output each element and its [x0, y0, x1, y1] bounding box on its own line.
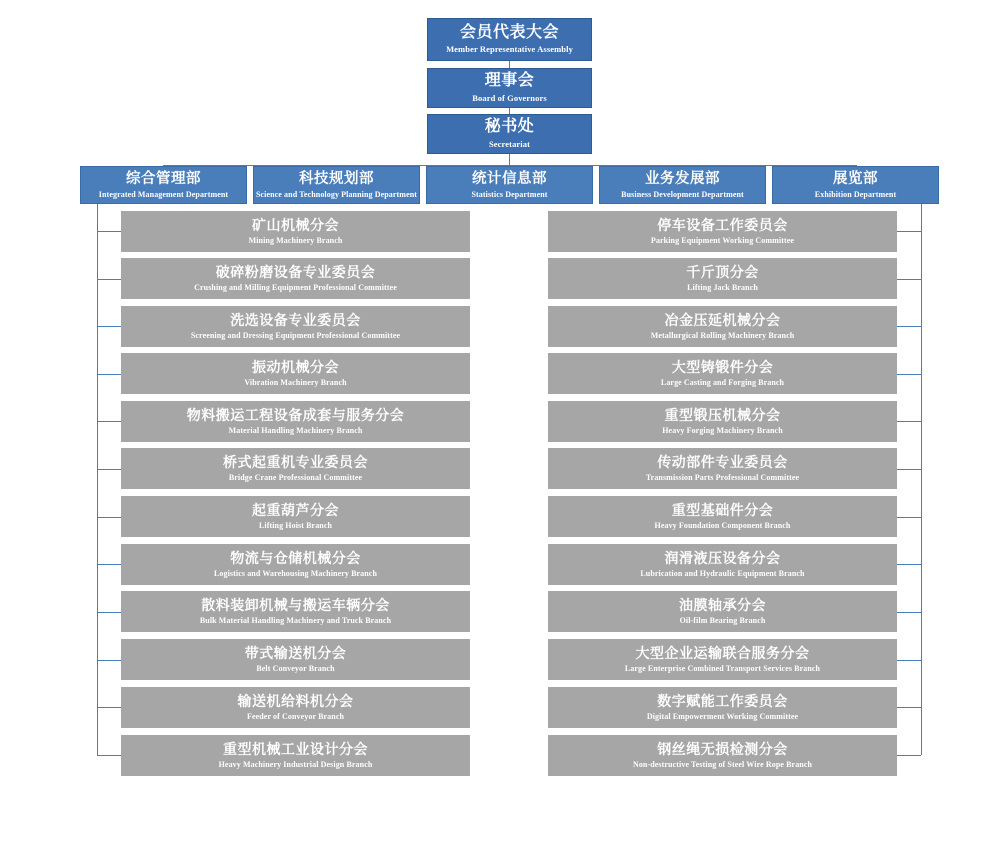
- branch-right-11[interactable]: [548, 735, 897, 776]
- connector-right-spine: [921, 200, 922, 755]
- branch-right-6[interactable]: [548, 496, 897, 537]
- branch-label-en: Parking Equipment Working Committee: [650, 236, 795, 246]
- branch-label-cn: 物流与仓储机械分会: [230, 550, 361, 567]
- department-label-cn: 展览部: [833, 170, 878, 187]
- branch-label-cn: 钢丝绳无损检测分会: [657, 741, 788, 758]
- branch-right-1[interactable]: [548, 258, 897, 299]
- branch-label-cn: 物料搬运工程设备成套与服务分会: [186, 407, 405, 424]
- branch-label-cn: 千斤顶分会: [686, 264, 759, 281]
- connector-left-stub-8: [97, 612, 121, 613]
- branch-right-10[interactable]: [548, 687, 897, 728]
- branch-left-5[interactable]: [121, 448, 470, 489]
- branch-label-en: Metallurgical Rolling Machinery Branch: [650, 331, 795, 341]
- branch-left-10[interactable]: [121, 687, 470, 728]
- node-secretariat[interactable]: [427, 114, 592, 154]
- branch-label-cn: 散料装卸机械与搬运车辆分会: [201, 597, 390, 614]
- department-label-en: Exhibition Department: [814, 190, 897, 200]
- branch-label-en: Lifting Jack Branch: [687, 283, 758, 293]
- department-label-cn: 科技规划部: [299, 170, 374, 187]
- branch-label-en: Heavy Forging Machinery Branch: [662, 426, 783, 436]
- branch-label-en: Heavy Machinery Industrial Design Branch: [218, 760, 373, 770]
- connector-right-stub-2: [897, 326, 921, 327]
- department-label-en: Business Development Department: [621, 190, 744, 200]
- branch-label-cn: 润滑液压设备分会: [664, 550, 781, 567]
- branch-label-cn: 冶金压延机械分会: [664, 312, 781, 329]
- connector-right-stub-0: [897, 231, 921, 232]
- department-statistics[interactable]: [426, 166, 593, 204]
- node-label-en: Secretariat: [488, 138, 531, 149]
- branch-label-en: Large Enterprise Combined Transport Services Branch: [624, 664, 821, 674]
- branch-label-en: Lifting Hoist Branch: [258, 521, 333, 531]
- department-science-technology-planning[interactable]: [253, 166, 420, 204]
- connector-right-stub-5: [897, 469, 921, 470]
- branch-label-en: Digital Empowerment Working Committee: [646, 712, 799, 722]
- connector-right-stub-3: [897, 374, 921, 375]
- connector-left-stub-11: [97, 755, 121, 756]
- branch-label-en: Oil-film Bearing Branch: [679, 616, 766, 626]
- branch-left-7[interactable]: [121, 544, 470, 585]
- connector-right-stub-11: [897, 755, 921, 756]
- branch-right-2[interactable]: [548, 306, 897, 347]
- branch-left-3[interactable]: [121, 353, 470, 394]
- branch-label-cn: 破碎粉磨设备专业委员会: [215, 264, 376, 281]
- branch-label-en: Large Casting and Forging Branch: [660, 378, 785, 388]
- branch-label-cn: 重型基础件分会: [671, 502, 774, 519]
- branch-label-cn: 传动部件专业委员会: [657, 454, 788, 471]
- branch-left-0[interactable]: [121, 211, 470, 252]
- branch-left-4[interactable]: [121, 401, 470, 442]
- connector-left-stub-7: [97, 564, 121, 565]
- connector-right-stub-9: [897, 660, 921, 661]
- department-label-cn: 业务发展部: [645, 170, 720, 187]
- connector-left-stub-1: [97, 279, 121, 280]
- branch-label-cn: 大型企业运输联合服务分会: [635, 645, 810, 662]
- connector-left-spine: [97, 200, 98, 755]
- department-label-en: Integrated Management Department: [98, 190, 229, 200]
- branch-label-cn: 大型铸锻件分会: [671, 359, 774, 376]
- department-label-cn: 统计信息部: [472, 170, 547, 187]
- node-label-cn: 理事会: [484, 72, 535, 90]
- connector-right-stub-8: [897, 612, 921, 613]
- connector-right-stub-4: [897, 421, 921, 422]
- branch-label-cn: 重型锻压机械分会: [664, 407, 781, 424]
- node-label-en: Board of Governors: [472, 92, 547, 103]
- branch-label-en: Belt Conveyor Branch: [256, 664, 335, 674]
- department-label-en: Science and Technology Planning Department: [255, 190, 418, 200]
- connector-right-stub-6: [897, 517, 921, 518]
- branch-label-cn: 桥式起重机专业委员会: [223, 454, 368, 471]
- branch-label-cn: 输送机给料机分会: [237, 693, 354, 710]
- connector-left-stub-6: [97, 517, 121, 518]
- department-exhibition[interactable]: [772, 166, 939, 204]
- branch-label-en: Non-destructive Testing of Steel Wire Rope Branch: [632, 760, 813, 770]
- branch-right-0[interactable]: [548, 211, 897, 252]
- branch-label-en: Vibration Machinery Branch: [244, 378, 347, 388]
- connector-left-stub-2: [97, 326, 121, 327]
- node-member-representative-assembly[interactable]: [427, 18, 592, 61]
- branch-left-9[interactable]: [121, 639, 470, 680]
- branch-label-cn: 起重葫芦分会: [252, 502, 339, 519]
- department-label-en: Statistics Department: [471, 190, 548, 200]
- branch-label-en: Heavy Foundation Component Branch: [654, 521, 791, 531]
- branch-left-6[interactable]: [121, 496, 470, 537]
- connector-left-stub-4: [97, 421, 121, 422]
- branch-label-en: Crushing and Milling Equipment Professional Committee: [194, 283, 397, 293]
- branch-right-5[interactable]: [548, 448, 897, 489]
- branch-right-9[interactable]: [548, 639, 897, 680]
- connector-secretariat-bus: [509, 154, 510, 165]
- branch-label-en: Lubrication and Hydraulic Equipment Branch: [640, 569, 805, 579]
- connector-left-stub-0: [97, 231, 121, 232]
- node-label-en: Member Representative Assembly: [446, 44, 573, 55]
- branch-left-1[interactable]: [121, 258, 470, 299]
- branch-label-cn: 数字赋能工作委员会: [657, 693, 788, 710]
- connector-right-stub-10: [897, 707, 921, 708]
- branch-label-en: Bridge Crane Professional Committee: [228, 473, 363, 483]
- connector-left-stub-5: [97, 469, 121, 470]
- branch-right-7[interactable]: [548, 544, 897, 585]
- branch-left-11[interactable]: [121, 735, 470, 776]
- branch-label-en: Screening and Dressing Equipment Professional Committee: [190, 331, 401, 341]
- department-label-cn: 综合管理部: [126, 170, 201, 187]
- connector-left-stub-10: [97, 707, 121, 708]
- connector-left-stub-9: [97, 660, 121, 661]
- department-business-development[interactable]: [599, 166, 766, 204]
- node-label-cn: 秘书处: [484, 118, 535, 136]
- branch-label-cn: 停车设备工作委员会: [657, 217, 788, 234]
- branch-label-en: Transmission Parts Professional Committee: [645, 473, 800, 483]
- connector-left-stub-3: [97, 374, 121, 375]
- branch-label-en: Material Handling Machinery Branch: [228, 426, 363, 436]
- branch-right-8[interactable]: [548, 591, 897, 632]
- branch-label-en: Bulk Material Handling Machinery and Truck Branch: [199, 616, 392, 626]
- branch-label-cn: 带式输送机分会: [244, 645, 347, 662]
- branch-left-2[interactable]: [121, 306, 470, 347]
- branch-label-cn: 重型机械工业设计分会: [223, 741, 368, 758]
- branch-label-cn: 振动机械分会: [252, 359, 339, 376]
- branch-right-3[interactable]: [548, 353, 897, 394]
- branch-label-cn: 矿山机械分会: [252, 217, 339, 234]
- branch-label-en: Mining Machinery Branch: [248, 236, 343, 246]
- node-label-cn: 会员代表大会: [459, 23, 559, 41]
- branch-label-en: Logistics and Warehousing Machinery Branch: [213, 569, 378, 579]
- department-integrated-management[interactable]: [80, 166, 247, 204]
- connector-right-stub-7: [897, 564, 921, 565]
- branch-label-cn: 油膜轴承分会: [679, 597, 766, 614]
- branch-label-cn: 洗选设备专业委员会: [230, 312, 361, 329]
- branch-label-en: Feeder of Conveyor Branch: [246, 712, 345, 722]
- branch-right-4[interactable]: [548, 401, 897, 442]
- branch-left-8[interactable]: [121, 591, 470, 632]
- node-board-of-governors[interactable]: [427, 68, 592, 108]
- connector-right-stub-1: [897, 279, 921, 280]
